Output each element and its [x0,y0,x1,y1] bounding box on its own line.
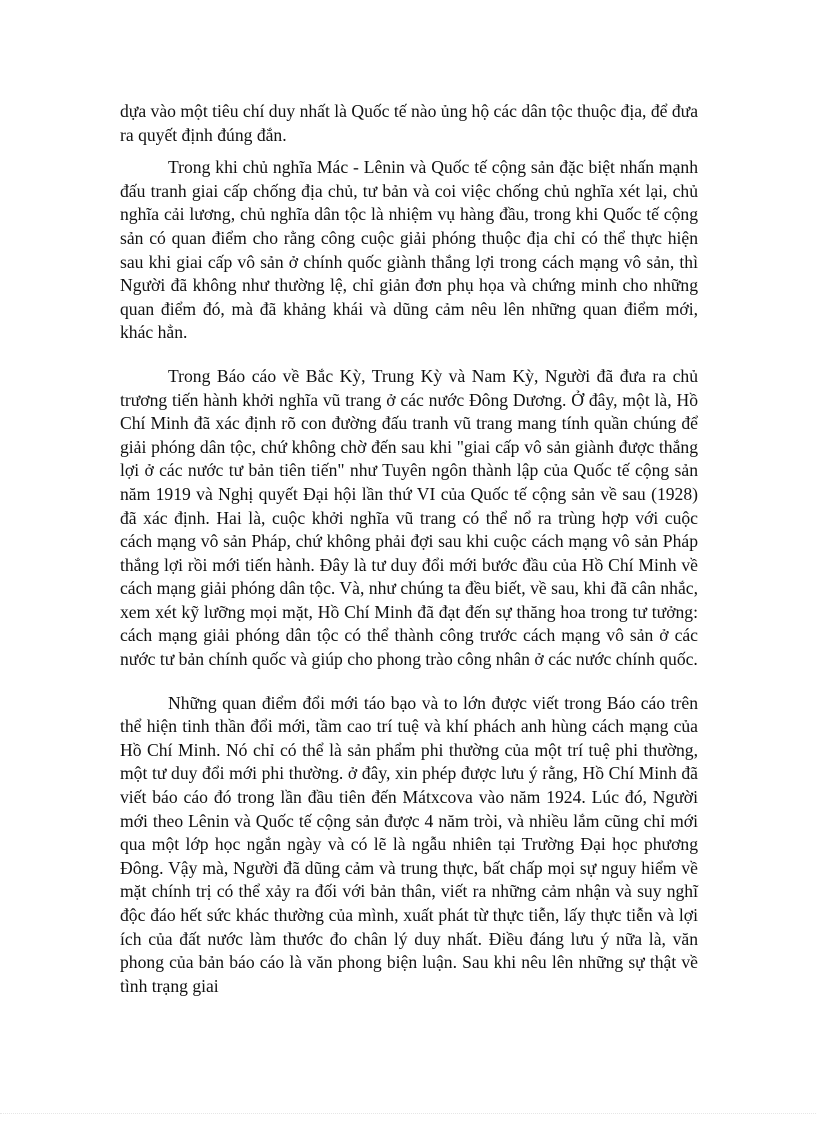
document-body [120,100,698,998]
paragraph-continuation: dựa vào một tiêu chí duy nhất là Quốc tế nào ủng hộ các dân tộc thuộc địa, để đưa ra quyết định đúng đắn. [120,101,698,145]
page-bottom-divider [0,1113,816,1115]
paragraph-innovative-views: Những quan điểm đổi mới táo bạo và to lớn được viết trong Báo cáo trên thể hiện tinh thần đổi mới, tầm cao trí tuệ và khí phách anh hùng cách mạng của Hồ Chí Minh. Nó chỉ có thể là sản phẩm phi thường của một trí tuệ phi thường, một tư duy đổi mới phi thường. ở đây, xin phép được lưu ý rằng, Hồ Chí Minh đã viết báo cáo đó trong lần đầu tiên đến Mátxcova vào năm 1924. Lúc đó, Người mới theo Lênin và Quốc tế cộng sản được 4 năm tròi, và nhiều lắm cũng chỉ mới qua một lớp học ngắn ngày và có lẽ là ngẫu nhiên tại Trường Đại học phương Đông. Vậy mà, Người đã dũng cảm và trung thực, bất chấp mọi sự nguy hiểm về mặt chính trị có thể xảy ra đối với bản thân, viết ra những cảm nhận và suy nghĩ độc đáo hết sức khác thường của mình, xuất phát từ thực tiễn, lấy thực tiễn và lợi ích của đất nước làm thước đo chân lý duy nhất. Điều đáng lưu ý nữa là, văn phong của bản báo cáo là văn phong biện luận. Sau khi nêu lên những sự thật về tình trạng giai [120,692,698,996]
paragraph-armed-uprising: Trong Báo cáo về Bắc Kỳ, Trung Kỳ và Nam Kỳ, Người đã đưa ra chủ trương tiến hành khởi nghĩa vũ trang ở các nước Đông Dương. Ở đây, một là, Hồ Chí Minh đã xác định rõ con đường đấu tranh vũ trang mang tính quần chúng để giải phóng dân tộc, chứ không chờ đến sau khi "giai cấp vô sản giành được thắng lợi ở các nước tư bản tiên tiến" như Tuyên ngôn thành lập của Quốc tế cộng sản năm 1919 và Nghị quyết Đại hội lần thứ VI của Quốc tế cộng sản về sau (1928) đã xác định. Hai là, cuộc khởi nghĩa vũ trang có thể nổ ra trùng hợp với cuộc cách mạng vô sản Pháp, chứ không phải đợi sau khi cuộc cách mạng vô sản Pháp thắng lợi rồi mới tiến hành. Đây là tư duy đổi mới bước đầu của Hồ Chí Minh về cách mạng giải phóng dân tộc. Và, như chúng ta đều biết, về sau, khi đã cân nhắc, xem xét kỹ lưỡng mọi mặt, Hồ Chí Minh đã đạt đến sự thăng hoa trong tư tưởng: cách mạng giải phóng dân tộc có thể thành công trước cách mạng vô sản ở các nước tư bản chính quốc và giúp cho phong trào công nhân ở các nước chính quốc. [120,365,698,670]
paragraph-marxism-comintern: Trong khi chủ nghĩa Mác - Lênin và Quốc tế cộng sản đặc biệt nhấn mạnh đấu tranh giai cấp chống địa chủ, tư bản và coi việc chống chủ nghĩa xét lại, chủ nghĩa cải lương, chủ nghĩa dân tộc là nhiệm vụ hàng đầu, trong khi Quốc tế cộng sản có quan điểm cho rằng công cuộc giải phóng thuộc địa chỉ có thể thực hiện sau khi giai cấp vô sản ở chính quốc giành thắng lợi trong cách mạng vô sản, thì Người đã không như thường lệ, chỉ giản đơn phụ họa và chứng minh cho những quan điểm đó, mà đã khảng khái và dũng cảm nêu lên những quan điểm mới, khác hẳn. [120,157,698,343]
